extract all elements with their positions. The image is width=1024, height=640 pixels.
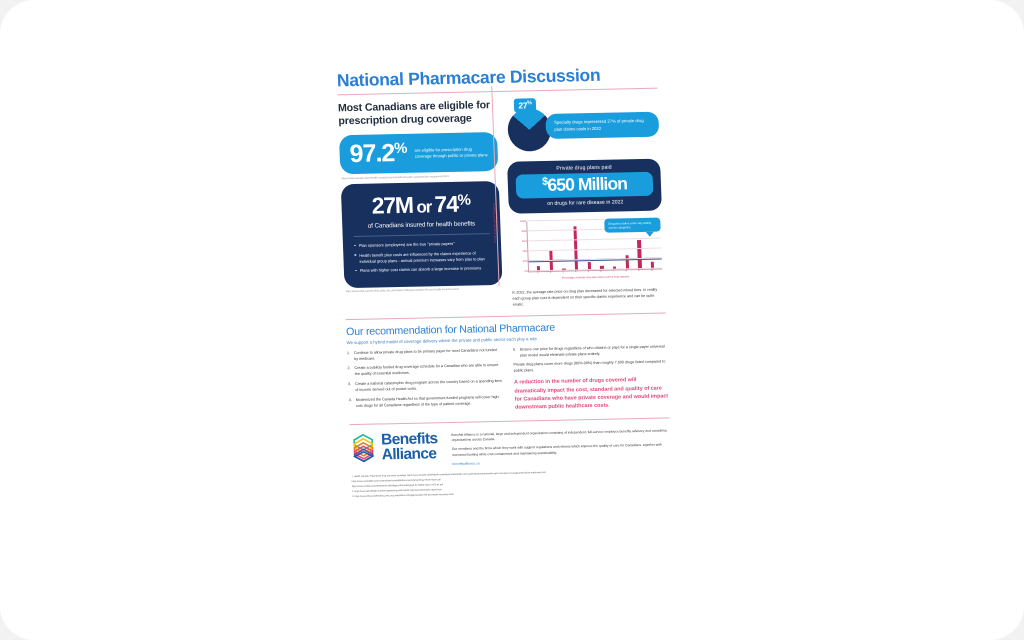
chart-x-axis-label: Percentage of private drug plan claims cost by drug category bbox=[561, 275, 630, 280]
recommendation-left-column bbox=[347, 348, 503, 416]
chart-x-tick: 7 bbox=[612, 270, 615, 273]
footer-paragraph: Benefits Alliance is a national, large and independent organization consisting of independent, full-service employee benefits advisory and consulting organizations across Canada. bbox=[451, 428, 667, 443]
insured-bullet-list bbox=[354, 240, 492, 274]
footnote-item: 2. https://www.telushealth.com/en/insights/drug-data-trends-national-benchmarks-report.html bbox=[351, 488, 442, 493]
money-amount: 650 Million bbox=[547, 173, 628, 196]
footnote-item: 1. Health Canada. Prescription drug insurance coverage. https://www.canada.ca/en/health-canada/services/health-care-system/pharmaceuticals/access-insurance-coverage-prescription-medicines.html bbox=[351, 471, 546, 478]
list-text: Ensure one price for drugs regardless of who obtains or pays for a single payer universal plan model would eliminate private plans entirely. bbox=[519, 344, 665, 358]
chart-y-tick: 40% bbox=[522, 249, 528, 253]
insured-subtitle: of Canadians insured for health benefits bbox=[367, 220, 476, 230]
chart-x-tick: 9 bbox=[638, 269, 640, 272]
list-item bbox=[349, 395, 503, 410]
chart-y-tick: 20% bbox=[522, 259, 528, 263]
left-column bbox=[338, 99, 504, 311]
insured-stat-value bbox=[352, 192, 489, 218]
list-text: Create a national catastrophic drug program across the country based on a spending item of income derived out of pocket costs. bbox=[355, 379, 502, 393]
pie-callout-text: Specialty drugs represented 27% of private drug plan claims costs in 2022 bbox=[546, 112, 660, 139]
recommendation-callout: A reduction in the number of drugs covered will dramatically impact the cost, standard and quality of care for Canadians who have private coverage and would impact downstream public healthcare costs. bbox=[514, 377, 669, 412]
list-item bbox=[513, 344, 667, 359]
logo-line-1: Benefits bbox=[380, 430, 438, 449]
top-columns bbox=[338, 96, 666, 312]
chart-y-tick: 0% bbox=[524, 269, 529, 273]
recommendation-right-list bbox=[513, 344, 667, 359]
right-column bbox=[492, 96, 665, 308]
eligibility-source: https://www.canada.ca/en/health-canada/corporate/about-health-canada/public-engagement.html bbox=[341, 174, 449, 180]
footer-copy bbox=[451, 426, 671, 466]
list-item: Plans with higher cost claims can absorb a large increase in premiums bbox=[355, 265, 492, 274]
eligibility-stat-note: are eligible for prescription drug coverage through public or private plans bbox=[414, 146, 488, 159]
recommendation-subheading: We support a hybrid model of coverage delivery where the private and public sector each play a role bbox=[346, 335, 537, 345]
money-card-top-label: Private drug plans paid bbox=[556, 164, 612, 173]
list-text: Create a publicly funded drug coverage schedule for a Canadian who are able to ensure the quality of essential medicines. bbox=[354, 363, 499, 377]
pie-percent-sign: % bbox=[526, 100, 532, 107]
recommendation-columns bbox=[347, 344, 669, 416]
list-number: 5. bbox=[512, 347, 517, 352]
left-lede: Most Canadians are eligible for prescription drug coverage bbox=[337, 99, 491, 128]
chart-y-tick: 80% bbox=[521, 229, 527, 233]
footnotes bbox=[351, 469, 672, 499]
infographic-page bbox=[322, 48, 689, 571]
chart-x-tick: 2 bbox=[549, 271, 552, 274]
chart-y-axis-label: Private drug plan spend change by claims category bbox=[492, 202, 501, 243]
logo-wordmark bbox=[381, 431, 438, 463]
logo-line-2: Alliance bbox=[381, 445, 437, 464]
eligibility-percent-sign: % bbox=[393, 140, 407, 158]
pie-value: 27 bbox=[518, 100, 528, 111]
benefits-alliance-logo bbox=[350, 431, 438, 463]
list-text: Continue to allow private drug plans to be primary payer for most Canadians not funded by medicare. bbox=[353, 347, 497, 361]
list-item: Health benefit plan costs are influenced by the claims experience of individual group plans - annual premium increases vary from plan to plan bbox=[354, 250, 491, 265]
insured-source: https://www.clhia.ca/web/clhia_lp4w_lnd_webstation.nsf/page/canadian-life-and-health-insurance-facts bbox=[345, 287, 459, 294]
footer bbox=[350, 426, 671, 468]
pie-value-badge bbox=[514, 99, 536, 113]
footer-divider bbox=[350, 417, 670, 425]
chart-y-tick: 60% bbox=[522, 239, 527, 243]
money-card-amount bbox=[516, 172, 653, 198]
chart-annotation-callout: Drug plan claims costs vary widely across categories bbox=[604, 217, 661, 233]
list-number: 3. bbox=[348, 382, 352, 387]
list-text: Modernized the Canada Health Act so that government funded programs will cover high-cost drugs for all Canadians regardless of the type of patient coverage. bbox=[355, 395, 500, 409]
insured-conjunction: or bbox=[412, 197, 435, 217]
eligibility-stat-card bbox=[339, 132, 499, 174]
footnote-item: https://www.canadalife.com/content/dam/canadalife/documents/group/drug-trends-report.pdf bbox=[351, 478, 441, 483]
chart-x-tick: 3 bbox=[562, 271, 564, 274]
chart-x-tick: 8 bbox=[625, 270, 627, 273]
currency-symbol: $ bbox=[541, 176, 548, 189]
chart-x-tick: 6 bbox=[600, 270, 602, 273]
list-item bbox=[347, 348, 501, 363]
recommendation-right-paragraph: Private drug plans cover more drugs (80%-90%) than roughly 7,500 drugs listed compared to public plans. bbox=[513, 359, 666, 374]
insured-percent-sign: % bbox=[457, 191, 470, 209]
recommendation-heading: Our recommendation for National Pharmacare bbox=[345, 321, 556, 338]
list-item bbox=[348, 379, 502, 394]
eligibility-stat-value bbox=[349, 141, 407, 167]
list-item: Plan sponsors (employers) are the true "private payers" bbox=[354, 240, 491, 249]
chart-bar bbox=[637, 240, 641, 269]
chart-x-tick: 5 bbox=[587, 270, 590, 273]
chart-x-tick: 1 bbox=[537, 272, 539, 275]
list-number: 4. bbox=[348, 398, 352, 403]
insured-count: 27M bbox=[371, 191, 414, 219]
chart-y-tick: 100% bbox=[519, 219, 527, 223]
footer-website-link[interactable]: benefitsalliance.ca bbox=[452, 461, 480, 466]
footnote-item: https://www.sunlife.ca/content/dam/sunlife/legacy/docs/designed-for-health-report-2023-en.pdf bbox=[351, 483, 443, 488]
recommendation-divider bbox=[346, 312, 666, 320]
hexagon-stack-icon bbox=[350, 433, 377, 464]
page-title: National Pharmacare Discussion bbox=[336, 64, 601, 91]
insured-card-divider bbox=[354, 233, 490, 237]
money-card-bottom-label: on drugs for rare disease in 2022 bbox=[547, 199, 624, 207]
footnote-item: 3. https://www.clhia.ca/web/clhia_lp4w_lnd_webstation.nsf/page/canadian-life-and-health-insurance-facts bbox=[352, 493, 454, 498]
chart-x-tick: 10 bbox=[650, 269, 654, 272]
chart-footnote-text: In 2022, the average rate price on drug plan decreased for selected mixed tiers. In reality each group plan cost is dependent on their specific claims experience and can be quite erratic. bbox=[512, 287, 658, 307]
recommendation-right-column bbox=[513, 344, 669, 412]
insured-percent: 74 bbox=[434, 190, 459, 218]
specialty-drugs-pie-block bbox=[505, 96, 660, 155]
list-number: 1. bbox=[346, 350, 351, 355]
list-number: 2. bbox=[347, 366, 351, 371]
list-item bbox=[347, 363, 501, 378]
insured-stat-card bbox=[341, 181, 503, 288]
chart-x-tick: 4 bbox=[575, 271, 577, 274]
recommendation-left-list bbox=[347, 348, 503, 411]
eligibility-number: 97.2 bbox=[349, 139, 395, 169]
footer-paragraph: Our members and the firms which they work with support regulations and reforms which improve the quality of care for Canadians, together with increased funding while cost containment and maintaining sustainability. bbox=[451, 442, 662, 457]
